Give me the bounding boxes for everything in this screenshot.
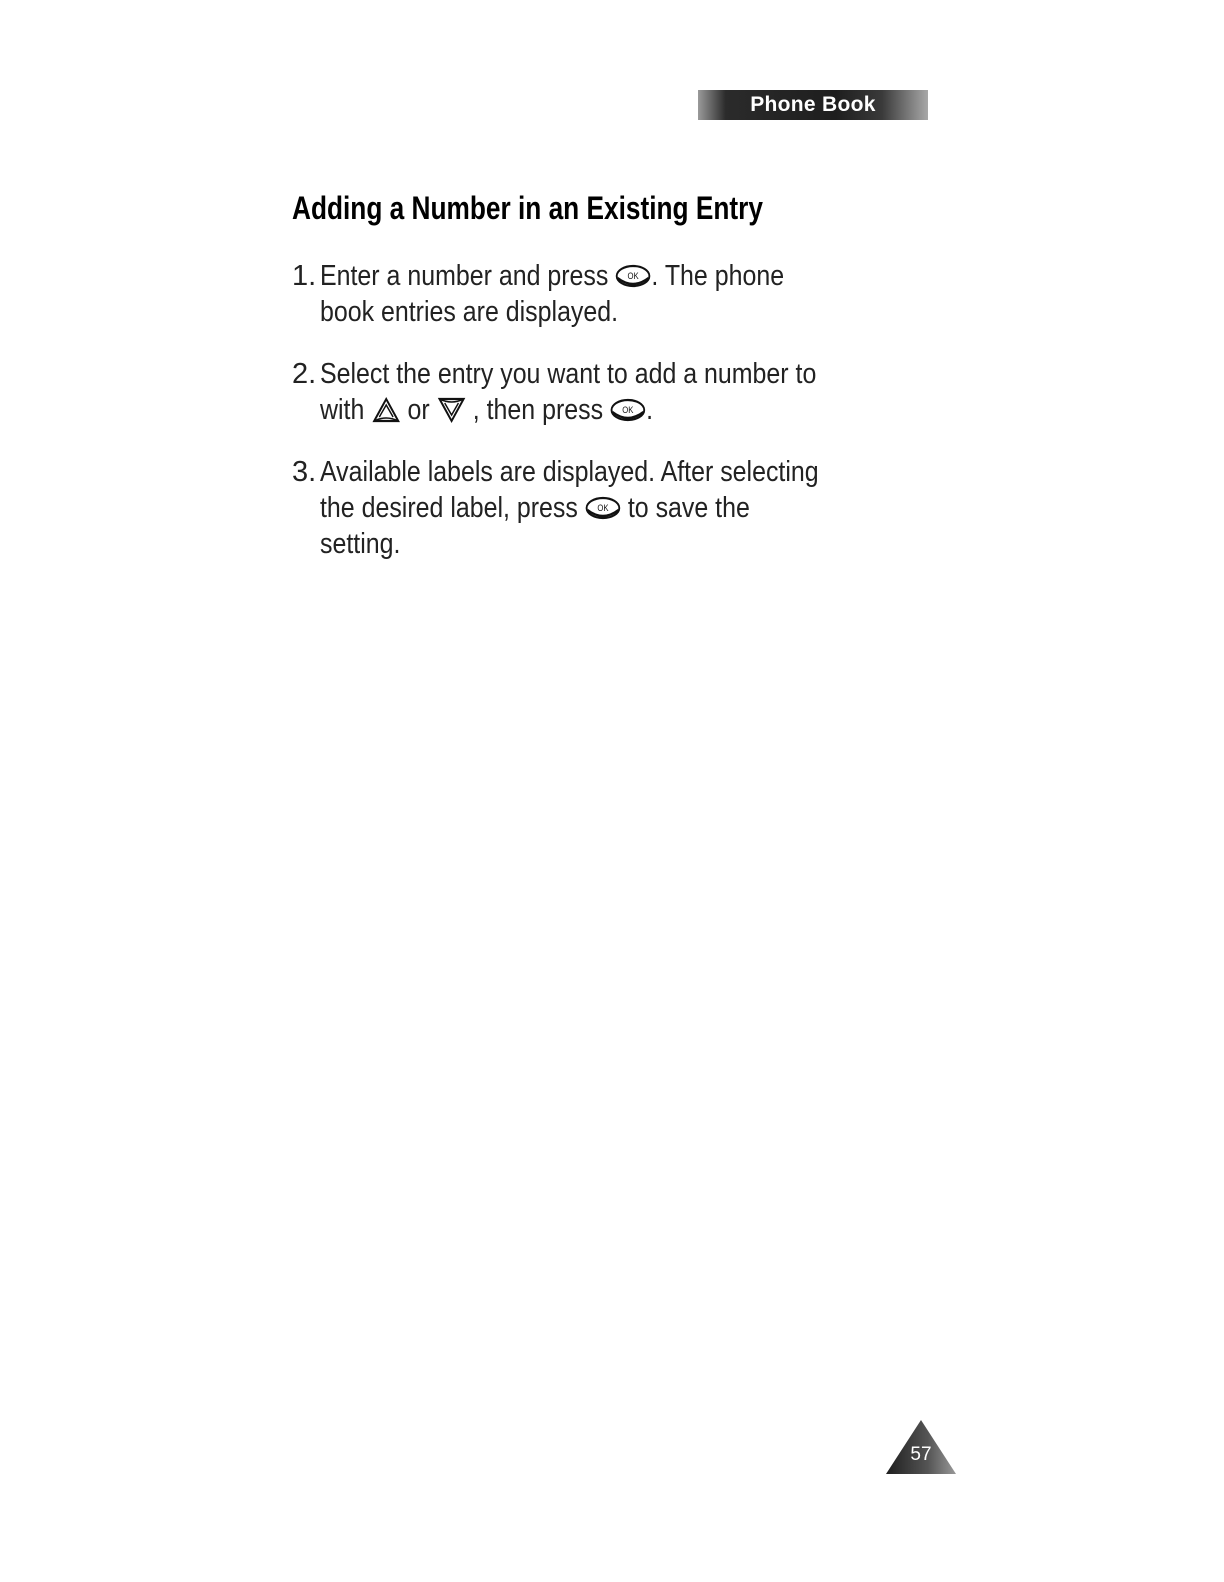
section-label: Phone Book bbox=[750, 93, 876, 116]
ok-key-icon bbox=[610, 397, 646, 423]
section-tab bbox=[698, 90, 928, 120]
step-text bbox=[320, 454, 829, 562]
ok-key-icon bbox=[585, 495, 621, 521]
down-key-icon bbox=[437, 395, 466, 425]
step-text bbox=[320, 258, 829, 330]
step-number: 1. bbox=[292, 260, 317, 292]
instruction-list bbox=[292, 258, 912, 588]
step-text-part: to save the setting. bbox=[320, 492, 757, 560]
list-item bbox=[292, 258, 912, 330]
svg-text:OK: OK bbox=[627, 270, 639, 282]
ok-key-icon bbox=[615, 263, 651, 289]
list-item bbox=[292, 454, 912, 562]
step-text-part: . bbox=[646, 394, 654, 426]
step-number: 2. bbox=[292, 358, 317, 390]
step-text-part: Enter a number and press bbox=[320, 260, 616, 292]
step-text-part: . The phone book entries are displayed. bbox=[320, 260, 792, 328]
step-text bbox=[320, 356, 829, 428]
svg-text:OK: OK bbox=[622, 404, 634, 416]
step-text-part: or bbox=[400, 394, 437, 426]
up-key-icon bbox=[371, 395, 400, 425]
page-title: Adding a Number in an Existing Entry bbox=[292, 190, 763, 226]
step-text-part: Select the entry you want to add a number to with bbox=[320, 358, 824, 426]
step-text-part: , then press bbox=[465, 394, 610, 426]
svg-text:OK: OK bbox=[597, 502, 609, 514]
list-item bbox=[292, 356, 912, 428]
page-number: 57 bbox=[910, 1444, 932, 1465]
step-number: 3. bbox=[292, 456, 317, 488]
step-text-part: Available labels are displayed. After selecting the desired label, press bbox=[320, 456, 826, 524]
